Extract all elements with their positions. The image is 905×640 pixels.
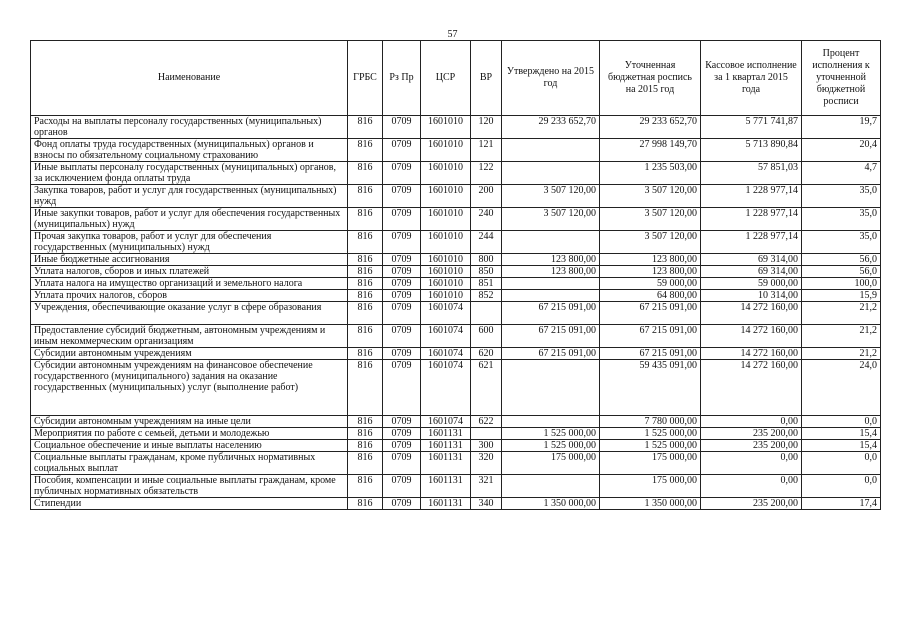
row-csr-cell: 1601010 [421,254,471,266]
row-percent-cell: 56,0 [802,254,881,266]
row-cash-cell: 69 314,00 [701,266,802,278]
row-grbs-cell: 816 [348,278,383,290]
row-csr-cell: 1601010 [421,290,471,302]
row-approved-cell [502,475,600,498]
row-vr-cell: 121 [471,139,502,162]
row-approved-cell: 67 215 091,00 [502,348,600,360]
row-percent-cell: 21,2 [802,325,881,348]
row-csr-cell: 1601131 [421,452,471,475]
row-name-cell: Предоставление субсидий бюджетным, автономным учреждениям и иным некоммерческим организациям [31,325,348,348]
row-refined-cell: 67 215 091,00 [600,325,701,348]
row-grbs-cell: 816 [348,139,383,162]
row-grbs-cell: 816 [348,348,383,360]
row-name-cell: Уплата налогов, сборов и иных платежей [31,266,348,278]
row-csr-cell: 1601010 [421,185,471,208]
row-cash-cell: 0,00 [701,416,802,428]
row-vr-cell: 320 [471,452,502,475]
row-refined-cell: 29 233 652,70 [600,116,701,139]
row-refined-cell: 123 800,00 [600,266,701,278]
row-rzpr-cell: 0709 [383,452,421,475]
row-vr-cell: 300 [471,440,502,452]
row-name-cell: Расходы на выплаты персоналу государственных (муниципальных) органов [31,116,348,139]
row-approved-cell: 29 233 652,70 [502,116,600,139]
table-row [31,278,881,290]
row-rzpr-cell: 0709 [383,475,421,498]
row-approved-cell: 3 507 120,00 [502,185,600,208]
row-grbs-cell: 816 [348,302,383,325]
row-vr-cell: 200 [471,185,502,208]
row-grbs-cell: 816 [348,254,383,266]
row-name-cell: Прочая закупка товаров, работ и услуг для обеспечения государственных (муниципальных) нужд [31,231,348,254]
row-rzpr-cell: 0709 [383,116,421,139]
row-cash-cell: 5 713 890,84 [701,139,802,162]
row-cash-cell: 14 272 160,00 [701,325,802,348]
row-grbs-cell: 816 [348,208,383,231]
row-cash-cell: 14 272 160,00 [701,360,802,416]
row-csr-cell: 1601074 [421,348,471,360]
row-percent-cell: 35,0 [802,231,881,254]
row-percent-cell: 19,7 [802,116,881,139]
budget-execution-table [30,40,881,510]
table-row [31,498,881,510]
row-approved-cell: 175 000,00 [502,452,600,475]
row-approved-cell: 1 525 000,00 [502,440,600,452]
row-rzpr-cell: 0709 [383,498,421,510]
row-refined-cell: 3 507 120,00 [600,185,701,208]
row-approved-cell: 1 350 000,00 [502,498,600,510]
row-grbs-cell: 816 [348,498,383,510]
row-rzpr-cell: 0709 [383,290,421,302]
row-refined-cell: 3 507 120,00 [600,208,701,231]
table-row [31,416,881,428]
row-name-cell: Иные выплаты персоналу государственных (муниципальных) органов, за исключением фонда оплаты труда [31,162,348,185]
row-csr-cell: 1601074 [421,360,471,416]
row-grbs-cell: 816 [348,428,383,440]
row-refined-cell: 67 215 091,00 [600,302,701,325]
row-percent-cell: 21,2 [802,348,881,360]
table-row [31,302,881,325]
row-csr-cell: 1601010 [421,116,471,139]
row-cash-cell: 1 228 977,14 [701,185,802,208]
row-vr-cell: 621 [471,360,502,416]
row-grbs-cell: 816 [348,266,383,278]
row-cash-cell: 14 272 160,00 [701,348,802,360]
row-vr-cell: 600 [471,325,502,348]
table-row [31,116,881,139]
row-approved-cell: 67 215 091,00 [502,325,600,348]
table-row [31,139,881,162]
row-vr-cell: 340 [471,498,502,510]
row-name-cell: Социальное обеспечение и иные выплаты населению [31,440,348,452]
table-row [31,208,881,231]
row-csr-cell: 1601074 [421,325,471,348]
row-refined-cell: 1 235 503,00 [600,162,701,185]
row-rzpr-cell: 0709 [383,139,421,162]
row-name-cell: Пособия, компенсации и иные социальные выплаты гражданам, кроме публичных нормативных обязательств [31,475,348,498]
row-percent-cell: 21,2 [802,302,881,325]
row-name-cell: Закупка товаров, работ и услуг для государственных (муниципальных) нужд [31,185,348,208]
row-csr-cell: 1601010 [421,208,471,231]
row-vr-cell: 851 [471,278,502,290]
row-cash-cell: 1 228 977,14 [701,208,802,231]
row-approved-cell [502,278,600,290]
row-refined-cell: 1 350 000,00 [600,498,701,510]
table-row [31,440,881,452]
row-refined-cell: 27 998 149,70 [600,139,701,162]
table-row [31,452,881,475]
row-percent-cell: 15,9 [802,290,881,302]
row-cash-cell: 59 000,00 [701,278,802,290]
row-rzpr-cell: 0709 [383,231,421,254]
row-grbs-cell: 816 [348,360,383,416]
row-rzpr-cell: 0709 [383,278,421,290]
row-refined-cell: 7 780 000,00 [600,416,701,428]
row-grbs-cell: 816 [348,475,383,498]
table-row [31,162,881,185]
row-refined-cell: 1 525 000,00 [600,440,701,452]
row-name-cell: Фонд оплаты труда государственных (муниципальных) органов и взносы по обязательному социальному страхованию [31,139,348,162]
row-rzpr-cell: 0709 [383,254,421,266]
row-percent-cell: 0,0 [802,452,881,475]
row-grbs-cell: 816 [348,185,383,208]
row-percent-cell: 20,4 [802,139,881,162]
row-refined-cell: 175 000,00 [600,452,701,475]
row-approved-cell: 123 800,00 [502,254,600,266]
row-vr-cell: 122 [471,162,502,185]
row-vr-cell: 620 [471,348,502,360]
row-name-cell: Субсидии автономным учреждениям на финансовое обеспечение государственного (муниципального) задания на оказание государственных (муниципальных) услуг (выполнение работ) [31,360,348,416]
table-row [31,325,881,348]
row-grbs-cell: 816 [348,162,383,185]
row-percent-cell: 4,7 [802,162,881,185]
row-approved-cell [502,162,600,185]
row-grbs-cell: 816 [348,290,383,302]
row-grbs-cell: 816 [348,416,383,428]
row-percent-cell: 35,0 [802,185,881,208]
row-rzpr-cell: 0709 [383,302,421,325]
header-approved: Утверждено на 2015 год [502,41,600,116]
row-refined-cell: 59 435 091,00 [600,360,701,416]
row-name-cell: Субсидии автономным учреждениям на иные цели [31,416,348,428]
row-refined-cell: 123 800,00 [600,254,701,266]
header-refined: Уточненная бюджетная роспись на 2015 год [600,41,701,116]
row-rzpr-cell: 0709 [383,325,421,348]
row-csr-cell: 1601131 [421,475,471,498]
row-grbs-cell: 816 [348,452,383,475]
header-vr: ВР [471,41,502,116]
row-vr-cell: 321 [471,475,502,498]
row-name-cell: Иные бюджетные ассигнования [31,254,348,266]
row-approved-cell [502,139,600,162]
row-cash-cell: 10 314,00 [701,290,802,302]
row-csr-cell: 1601010 [421,231,471,254]
row-cash-cell: 0,00 [701,475,802,498]
row-csr-cell: 1601131 [421,428,471,440]
row-refined-cell: 175 000,00 [600,475,701,498]
row-name-cell: Стипендии [31,498,348,510]
row-name-cell: Учреждения, обеспечивающие оказание услуг в сфере образования [31,302,348,325]
table-row [31,231,881,254]
row-cash-cell: 69 314,00 [701,254,802,266]
header-grbs: ГРБС [348,41,383,116]
table-row [31,254,881,266]
row-rzpr-cell: 0709 [383,440,421,452]
row-cash-cell: 235 200,00 [701,498,802,510]
row-name-cell: Уплата прочих налогов, сборов [31,290,348,302]
row-csr-cell: 1601010 [421,162,471,185]
row-name-cell: Социальные выплаты гражданам, кроме публичных нормативных социальных выплат [31,452,348,475]
row-percent-cell: 35,0 [802,208,881,231]
row-csr-cell: 1601010 [421,266,471,278]
row-csr-cell: 1601010 [421,278,471,290]
row-csr-cell: 1601131 [421,498,471,510]
row-percent-cell: 0,0 [802,475,881,498]
header-name: Наименование [31,41,348,116]
row-vr-cell [471,302,502,325]
row-grbs-cell: 816 [348,325,383,348]
row-rzpr-cell: 0709 [383,162,421,185]
row-name-cell: Иные закупки товаров, работ и услуг для обеспечения государственных (муниципальных) нужд [31,208,348,231]
row-vr-cell: 800 [471,254,502,266]
row-refined-cell: 3 507 120,00 [600,231,701,254]
table-row [31,475,881,498]
row-approved-cell [502,290,600,302]
row-csr-cell: 1601074 [421,302,471,325]
row-cash-cell: 0,00 [701,452,802,475]
row-refined-cell: 59 000,00 [600,278,701,290]
row-approved-cell: 1 525 000,00 [502,428,600,440]
row-name-cell: Мероприятия по работе с семьей, детьми и молодежью [31,428,348,440]
row-csr-cell: 1601010 [421,139,471,162]
row-approved-cell [502,231,600,254]
row-cash-cell: 235 200,00 [701,428,802,440]
row-percent-cell: 56,0 [802,266,881,278]
row-vr-cell: 852 [471,290,502,302]
row-percent-cell: 0,0 [802,416,881,428]
row-vr-cell: 850 [471,266,502,278]
row-percent-cell: 17,4 [802,498,881,510]
header-percent: Процент исполнения к уточненной бюджетной росписи [802,41,881,116]
header-cash: Кассовое исполнение за 1 квартал 2015 года [701,41,802,116]
row-approved-cell: 123 800,00 [502,266,600,278]
row-approved-cell: 67 215 091,00 [502,302,600,325]
row-rzpr-cell: 0709 [383,266,421,278]
row-grbs-cell: 816 [348,440,383,452]
row-percent-cell: 100,0 [802,278,881,290]
row-cash-cell: 235 200,00 [701,440,802,452]
row-name-cell: Уплата налога на имущество организаций и земельного налога [31,278,348,290]
row-percent-cell: 24,0 [802,360,881,416]
row-grbs-cell: 816 [348,231,383,254]
table-row [31,266,881,278]
page-number: 57 [447,29,458,40]
table-row [31,348,881,360]
row-grbs-cell: 816 [348,116,383,139]
row-cash-cell: 14 272 160,00 [701,302,802,325]
header-csr: ЦСР [421,41,471,116]
row-cash-cell: 1 228 977,14 [701,231,802,254]
table-row [31,185,881,208]
row-rzpr-cell: 0709 [383,416,421,428]
row-rzpr-cell: 0709 [383,185,421,208]
row-vr-cell: 244 [471,231,502,254]
row-cash-cell: 57 851,03 [701,162,802,185]
row-refined-cell: 1 525 000,00 [600,428,701,440]
row-refined-cell: 64 800,00 [600,290,701,302]
row-csr-cell: 1601074 [421,416,471,428]
row-percent-cell: 15,4 [802,428,881,440]
row-rzpr-cell: 0709 [383,428,421,440]
row-vr-cell: 120 [471,116,502,139]
header-rzpr: Рз Пр [383,41,421,116]
row-csr-cell: 1601131 [421,440,471,452]
row-vr-cell: 240 [471,208,502,231]
row-refined-cell: 67 215 091,00 [600,348,701,360]
row-vr-cell: 622 [471,416,502,428]
row-approved-cell: 3 507 120,00 [502,208,600,231]
table-row [31,290,881,302]
row-rzpr-cell: 0709 [383,348,421,360]
row-vr-cell [471,428,502,440]
row-approved-cell [502,416,600,428]
row-percent-cell: 15,4 [802,440,881,452]
row-rzpr-cell: 0709 [383,208,421,231]
table-row [31,360,881,416]
header-row [31,41,881,116]
row-name-cell: Субсидии автономным учреждениям [31,348,348,360]
row-rzpr-cell: 0709 [383,360,421,416]
table-row [31,428,881,440]
row-cash-cell: 5 771 741,87 [701,116,802,139]
row-approved-cell [502,360,600,416]
